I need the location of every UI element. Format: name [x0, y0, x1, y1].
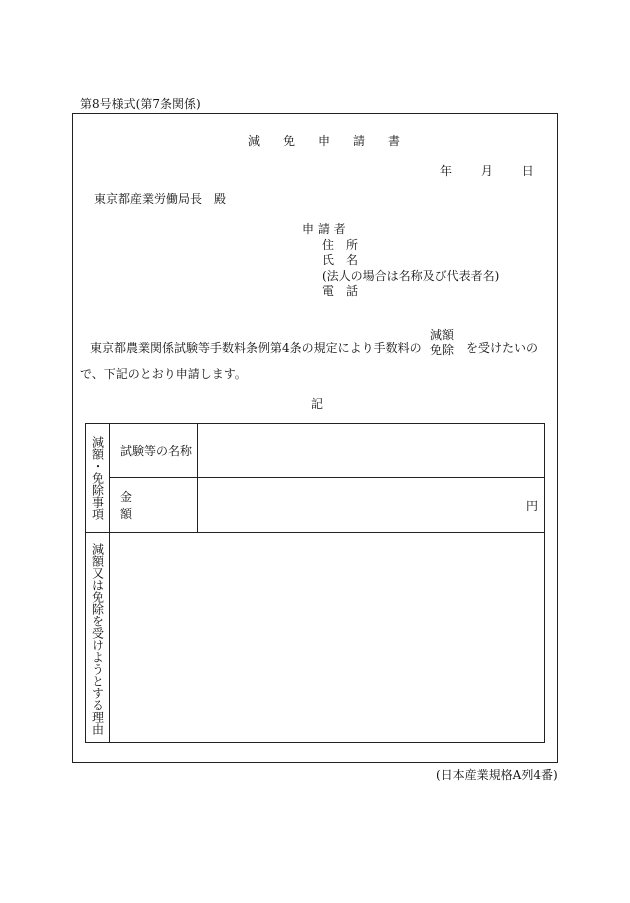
- reduction-exemption-choice: [430, 328, 454, 358]
- body-text-line1-end: を受けたいの: [466, 341, 539, 355]
- choice-reduction: 減額: [430, 328, 455, 342]
- paper-size-note: (日本産業規格A列4番): [436, 768, 558, 782]
- applicant-name-note: (法人の場合は名称及び代表者名): [322, 268, 500, 283]
- form-number-label: 第8号様式(第7条関係): [80, 97, 201, 111]
- body-text-line2: で、下記のとおり申請します。: [80, 367, 247, 381]
- reason-field[interactable]: [110, 533, 545, 743]
- applicant-address-label: 住 所: [322, 237, 359, 252]
- date-day-label: 日: [521, 164, 534, 178]
- section1-label-cell: [86, 424, 110, 533]
- row1-label: 試験等の名称: [110, 424, 198, 478]
- addressee: 東京都産業労働局長 殿: [94, 192, 227, 206]
- date-month-label: 月: [480, 164, 493, 178]
- section2-label-cell: [86, 533, 110, 743]
- section2-label: 減額又は免除を受けようとする理由: [90, 543, 105, 735]
- details-table: [85, 423, 545, 743]
- form-title: 減免申請書: [248, 134, 424, 148]
- date-line: [440, 162, 559, 179]
- section1-label: 減額・免除事項: [90, 436, 105, 520]
- applicant-heading: 申 請 者: [302, 222, 346, 236]
- amount-field[interactable]: [198, 478, 545, 533]
- applicant-phone-label: 電 話: [322, 284, 359, 298]
- body-text-line1: 東京都農業関係試験等手数料条例第4条の規定により手数料の: [90, 341, 422, 355]
- exam-name-field[interactable]: [198, 424, 545, 478]
- applicant-block: [302, 222, 499, 300]
- applicant-name-label: 氏 名: [322, 253, 359, 267]
- yen-unit: 円: [525, 498, 538, 513]
- ki-heading: 記: [311, 397, 324, 411]
- choice-exemption: 免除: [430, 343, 455, 357]
- row2-label: 金額: [110, 478, 198, 533]
- date-year-label: 年: [440, 164, 453, 178]
